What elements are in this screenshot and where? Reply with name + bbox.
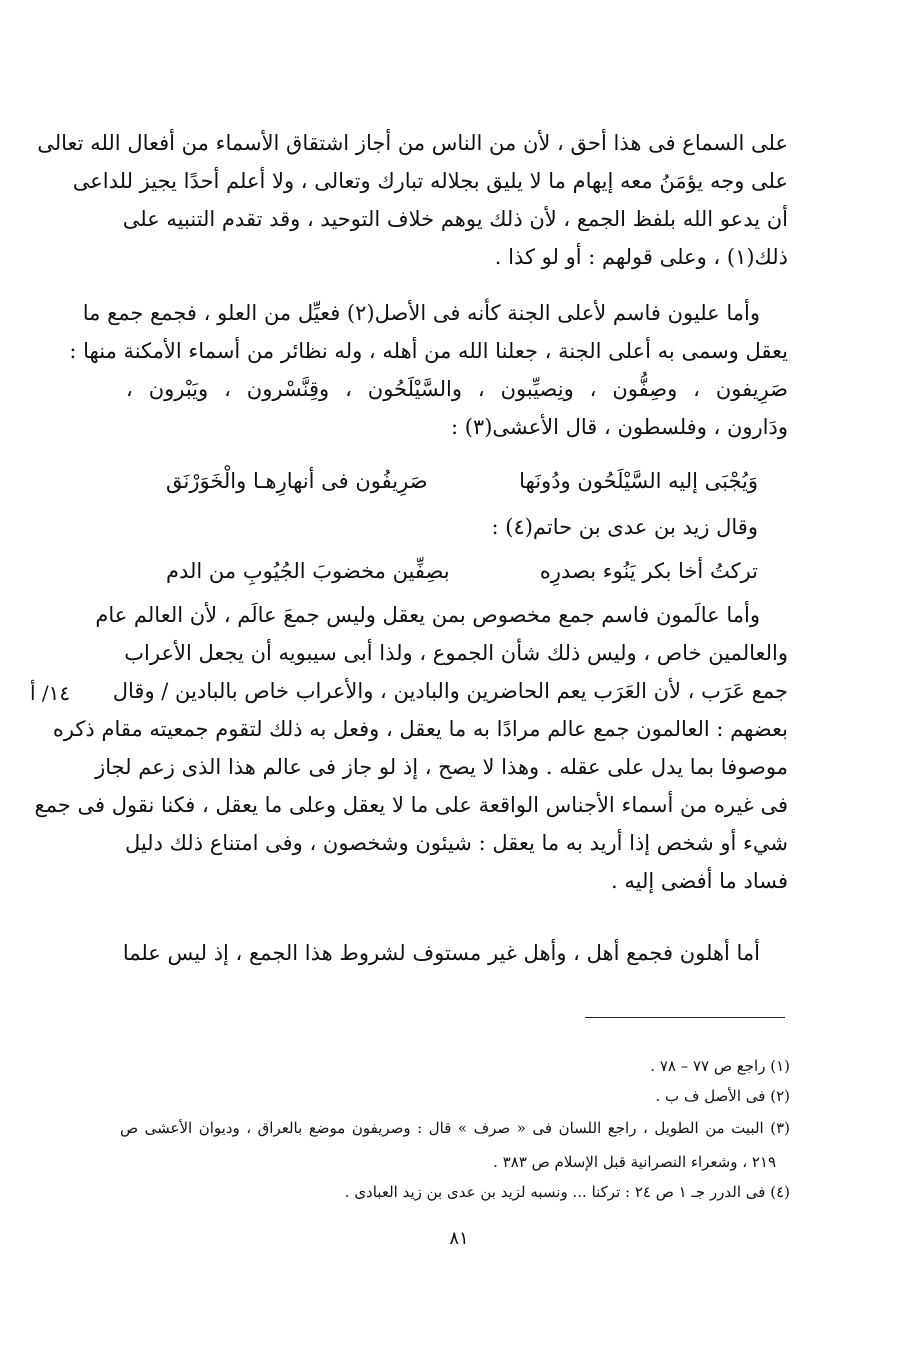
text-line: على السماع فى هذا أحق ، لأن من الناس من أجاز اشتقاق الأسماء من أفعال الله تعالى — [37, 131, 788, 155]
footnote-4: (٤) فى الدرر جـ ١ ص ٢٤ : تركنا ... ونسبه لزيد بن عدى بن زيد العبادى . — [344, 1183, 790, 1201]
text-line: أما أهلون فجمع أهل ، وأهل غير مستوف لشروط هذا الجمع ، إذ ليس علما — [122, 941, 760, 965]
text-line: وأما عالَمون فاسم جمع مخصوص بمن يعقل وليس جمعَ عالَم ، لأن العالم عام — [95, 603, 760, 627]
verse-1-right-hemistich: وَيُجْبَى إليه السَّيْلَحُون ودُونَها — [519, 469, 758, 493]
verse-2-right-hemistich: تركتُ أخا بكر يَنُوء بصدرِه — [539, 559, 758, 583]
text-line: على وجه يؤمَنُ معه إيهام ما لا يليق بجلاله تبارك وتعالى ، ولا أعلم أحدًا يجيز للداعى — [72, 169, 788, 193]
text-line: وأما عليون فاسم لأعلى الجنة كأنه فى الأصل(٢) فعيِّل من العلو ، فجمع جمع ما — [82, 301, 760, 325]
footnote-1: (١) راجع ص ٧٧ – ٧٨ . — [650, 1057, 790, 1075]
text-line: أن يدعو الله بلفظ الجمع ، لأن ذلك يوهم خلاف التوحيد ، وقد تقدم التنبيه على — [122, 207, 788, 231]
paragraph-4 — [122, 934, 788, 972]
text-line: بعضهم : العالمون جمع عالم مرادًا به ما يعقل ، وفعل به ذلك لتقوم جمعيته مقام ذكره — [52, 717, 788, 741]
paragraph-1 — [37, 124, 788, 276]
text-line: والعالمين خاص ، وليس ذلك شأن الجموع ، ولذا أبى سيبويه أن يجعل الأعراب — [124, 641, 788, 665]
paragraph-2 — [69, 294, 788, 446]
text-line: ودَارون ، وفلسطون ، قال الأعشى(٣) : — [450, 415, 788, 439]
margin-folio-note: ١٤/ أ — [30, 681, 71, 705]
footnote-2: (٢) فى الأصل ف ب . — [655, 1087, 790, 1105]
text-line: جمع عَرَب ، لأن العَرَب يعم الحاضرين والبادين ، والأعراب خاص بالبادين / وقال — [112, 679, 788, 703]
text-line: صَرِيفون ، وصِفُّون ، ونِصيِّبون ، والسَّيْلَحُون ، وقِنَّسْرون ، ويَبْرون ، — [126, 377, 788, 401]
text-line: فى غيره من أسماء الأجناس الواقعة على ما لا يعقل وعلى ما يعقل ، فكنا نقول فى جمع — [34, 793, 788, 817]
text-line: موصوفا بما يدل على عقله . وهذا لا يصح ، إذ لو جاز فى عالم هذا الذى زعم لجاز — [95, 755, 788, 779]
text-line: ذلك(١) ، وعلى قولهم : أو لو كذا . — [494, 245, 788, 269]
text-line: شيء أو شخص إذا أريد به ما يعقل : شيئون وشخصون ، وفى امتناع ذلك دليل — [124, 831, 788, 855]
verse-2-left-hemistich: بصِفِّين مخضوبَ الجُيُوبِ من الدم — [166, 559, 450, 583]
footnote-3: (٣) البيت من الطويل ، راجع اللسان فى « صرف » قال : وصريفون موضع بالعراق ، وديوان الأعشى ص — [120, 1119, 790, 1137]
verse-1-left-hemistich: صَرِيفُون فى أنهارِهـا والْخَوَرْنَق — [166, 469, 428, 493]
footnote-3-continued: ٢١٩ ، وشعراء النصرانية قبل الإسلام ص ٣٨٣ . — [493, 1153, 776, 1171]
footnote-separator — [585, 1017, 785, 1018]
text-line: فساد ما أفضى إليه . — [611, 869, 788, 893]
text-line: يعقل وسمى به أعلى الجنة ، جعلنا الله من أهله ، وله نظائر من أسماء الأمكنة منها : — [69, 339, 788, 363]
page-number: ٨١ — [449, 1228, 469, 1249]
verse-2-intro: وقال زيد بن عدى بن حاتم(٤) : — [491, 515, 758, 539]
